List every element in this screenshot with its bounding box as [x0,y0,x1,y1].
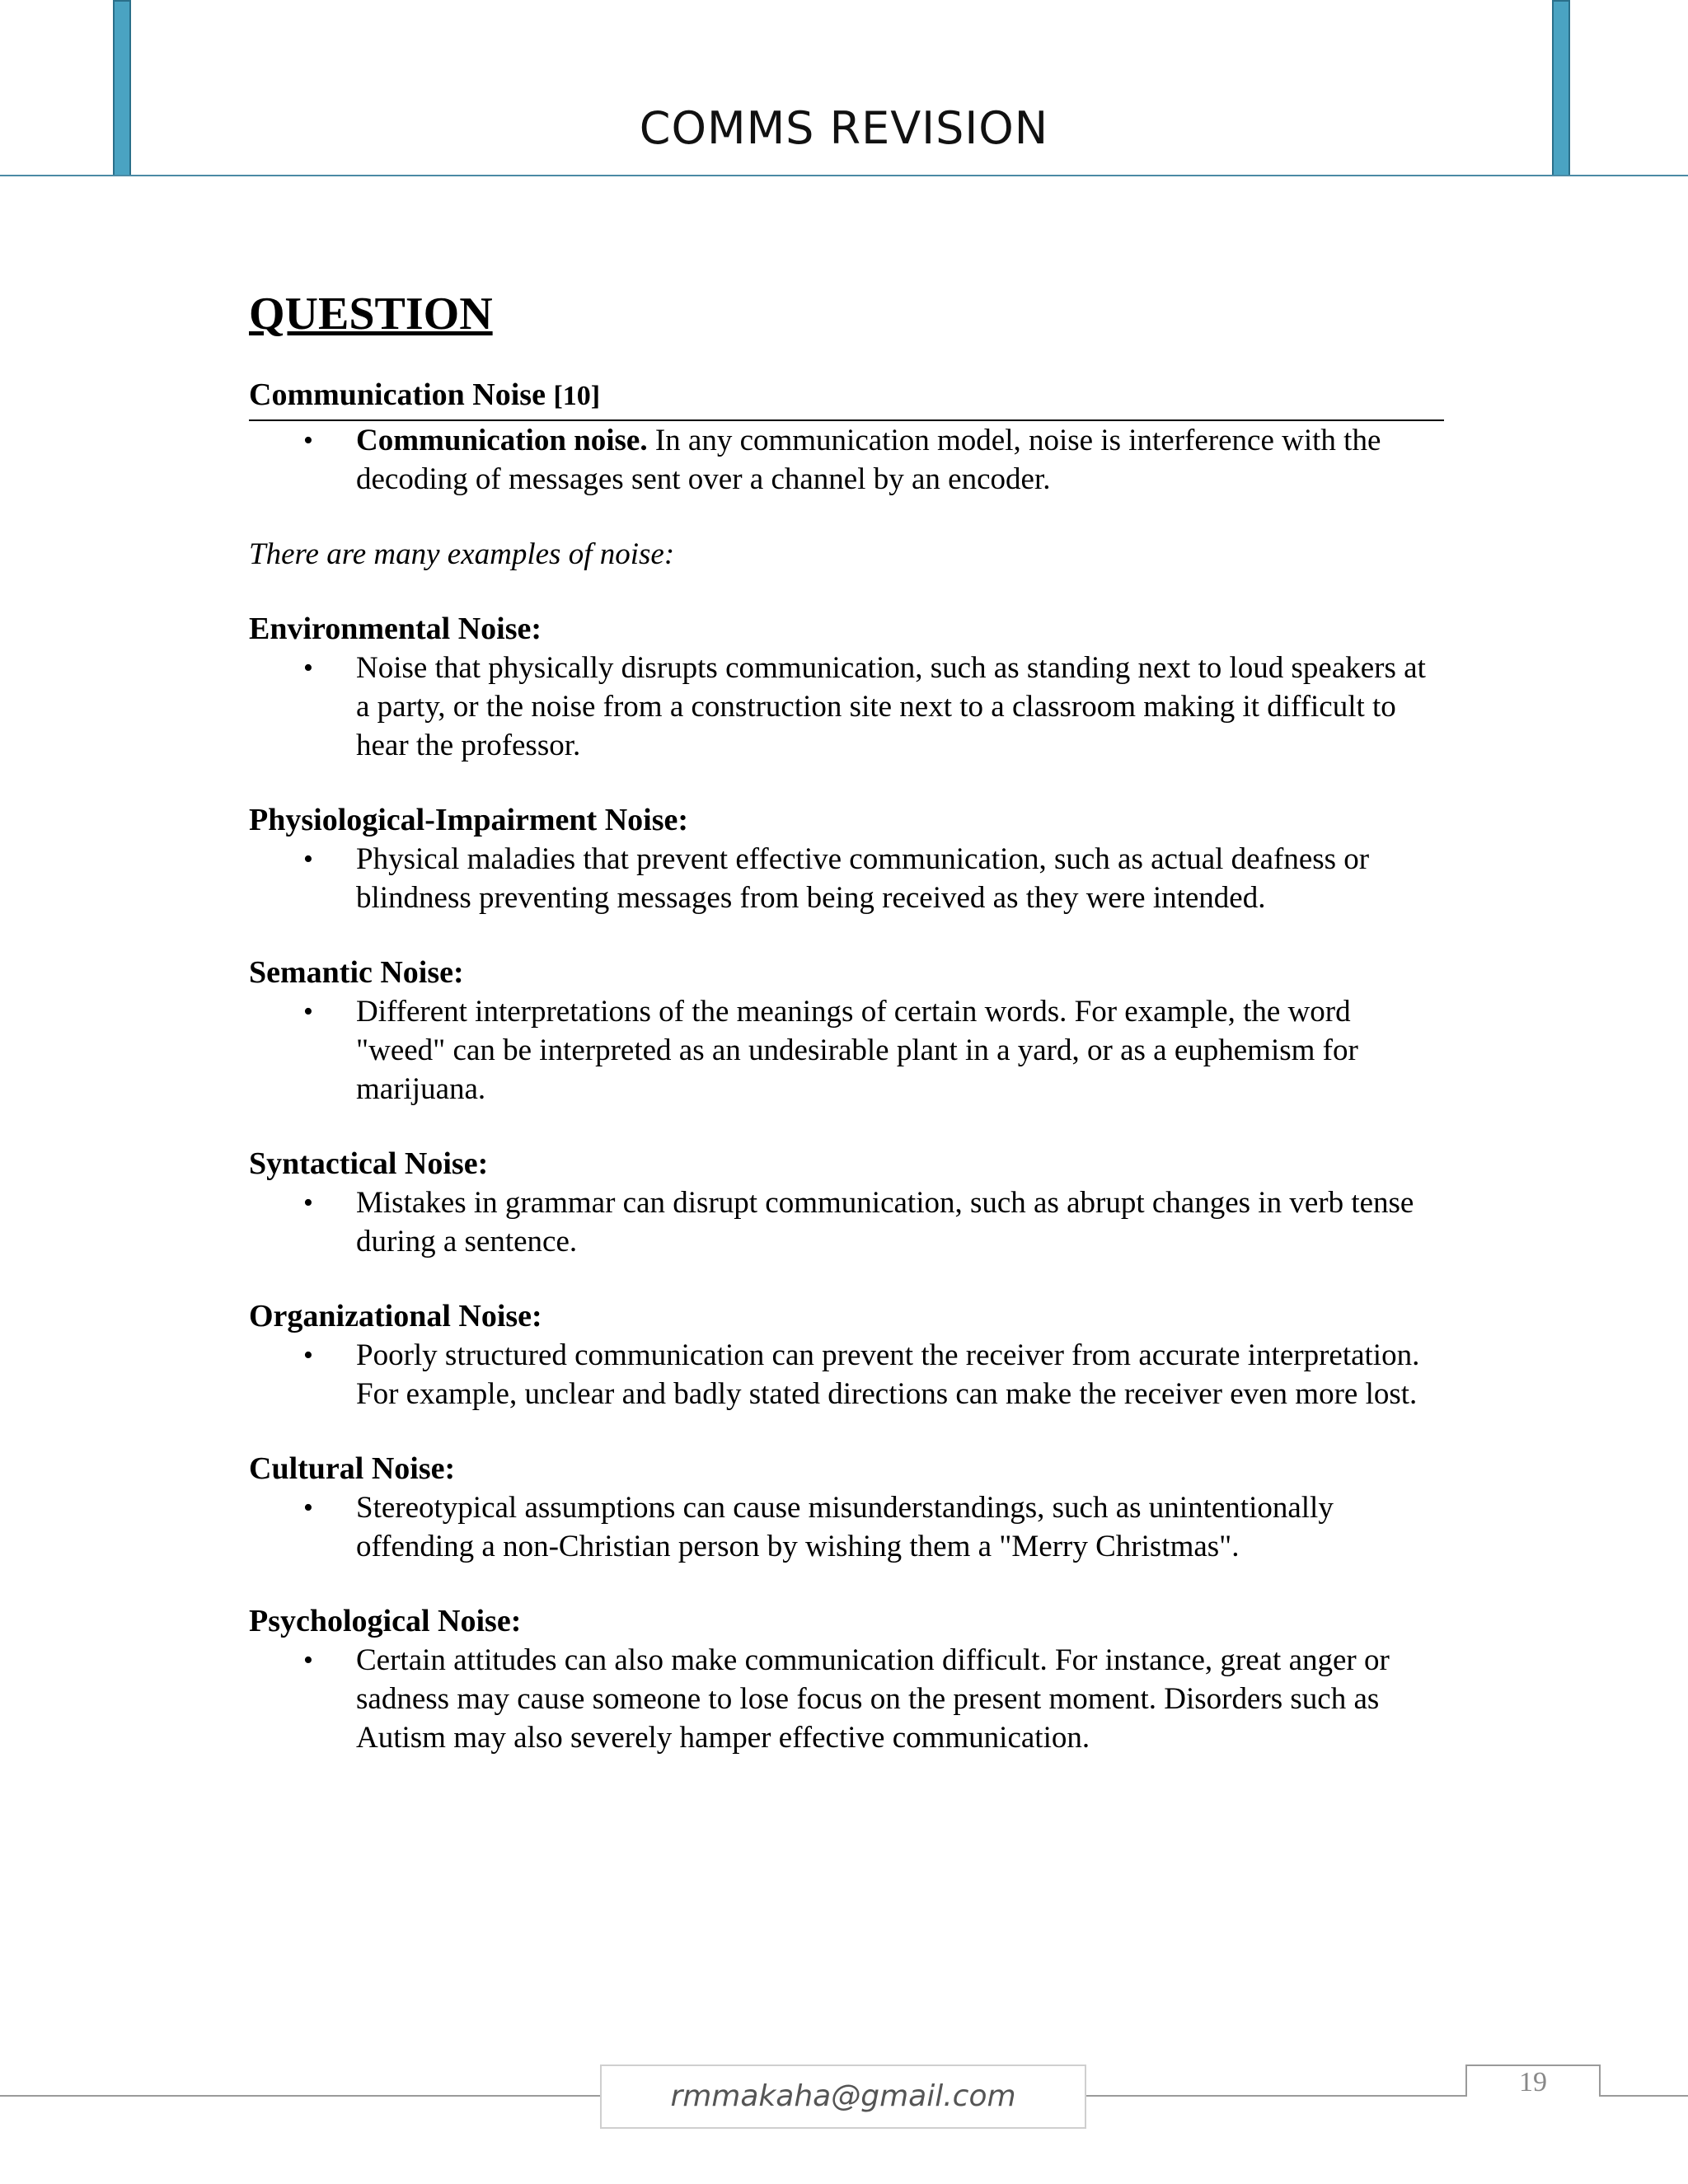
header-divider [0,175,1688,176]
noise-description: Different interpretations of the meanings of certain words. For example, the word "weed" can be interpreted as an undesirable plant in a yard, or as a euphemism for marijuana. [356,995,1358,1106]
page-number: 19 [1519,2067,1547,2097]
noise-heading: Syntactical Noise: [249,1146,489,1181]
bullet-icon: • [303,996,313,1027]
footer-divider-right [1601,2095,1688,2097]
noise-description: Mistakes in grammar can disrupt communication, such as abrupt changes in verb tense during a sentence. [356,1186,1414,1258]
noise-heading: Psychological Noise: [249,1604,522,1638]
noise-section-cultural [249,1450,1444,1566]
bullet-icon: • [303,1493,313,1523]
definition-text: In any communication model, noise is interference with the decoding of messages sent over a channel by an encoder. [356,424,1381,496]
noise-heading: Environmental Noise: [249,612,542,646]
bullet-icon: • [303,844,313,874]
definition-term: Communication noise. [356,424,648,457]
noise-description: Noise that physically disrupts communication, such as standing next to loud speakers at a party, or the noise from a construction site next to a classroom making it difficult to hear the professor. [356,651,1426,762]
noise-description: Poorly structured communication can prevent the receiver from accurate interpretation. For example, unclear and badly stated directions can make the receiver even more lost. [356,1338,1420,1411]
list-item [249,1336,1444,1413]
question-title [249,375,1444,421]
list-item [249,1488,1444,1566]
section-heading: QUESTION [249,288,493,340]
noise-heading: Physiological-Impairment Noise: [249,803,689,837]
bullet-icon: • [303,425,313,456]
noise-description: Physical maladies that prevent effective communication, such as actual deafness or blindness preventing messages from being received as they were intended. [356,842,1370,915]
noise-section-psychological [249,1602,1444,1757]
noise-heading: Semantic Noise: [249,955,464,990]
bullet-icon: • [303,653,313,683]
list-item [249,840,1444,917]
list-item [249,1641,1444,1757]
definition-list [249,421,1444,499]
bullet-icon: • [303,1645,313,1675]
question-title-text: Communication Noise [249,377,546,412]
footer-divider-left [0,2095,600,2097]
noise-description: Stereotypical assumptions can cause misunderstandings, such as unintentionally offending a non-Christian person by wishing them a "Merry Christmas". [356,1491,1334,1563]
footer-divider-mid [1086,2095,1465,2097]
bullet-icon: • [303,1188,313,1218]
list-item [249,992,1444,1108]
footer-email: rmmakaha@gmail.com [600,2064,1086,2129]
noise-heading: Organizational Noise: [249,1299,542,1333]
noise-description: Certain attitudes can also make communication difficult. For instance, great anger or sadness may cause someone to lose focus on the present moment. Disorders such as Autism may also severely hamper effective communication. [356,1643,1390,1755]
question-marks: [10] [553,381,601,411]
noise-section-syntactical [249,1145,1444,1261]
noise-section-organizational [249,1297,1444,1413]
noise-heading: Cultural Noise: [249,1451,456,1486]
list-item [249,649,1444,765]
list-item [249,1183,1444,1261]
noise-section-environmental [249,610,1444,765]
page-content [249,284,1444,1757]
intro-text: There are many examples of noise: [249,537,675,571]
bullet-icon: • [303,1340,313,1371]
list-item [249,421,1444,499]
noise-section-semantic [249,954,1444,1108]
page-header-title: COMMS REVISION [639,102,1049,154]
noise-section-physiological [249,801,1444,917]
